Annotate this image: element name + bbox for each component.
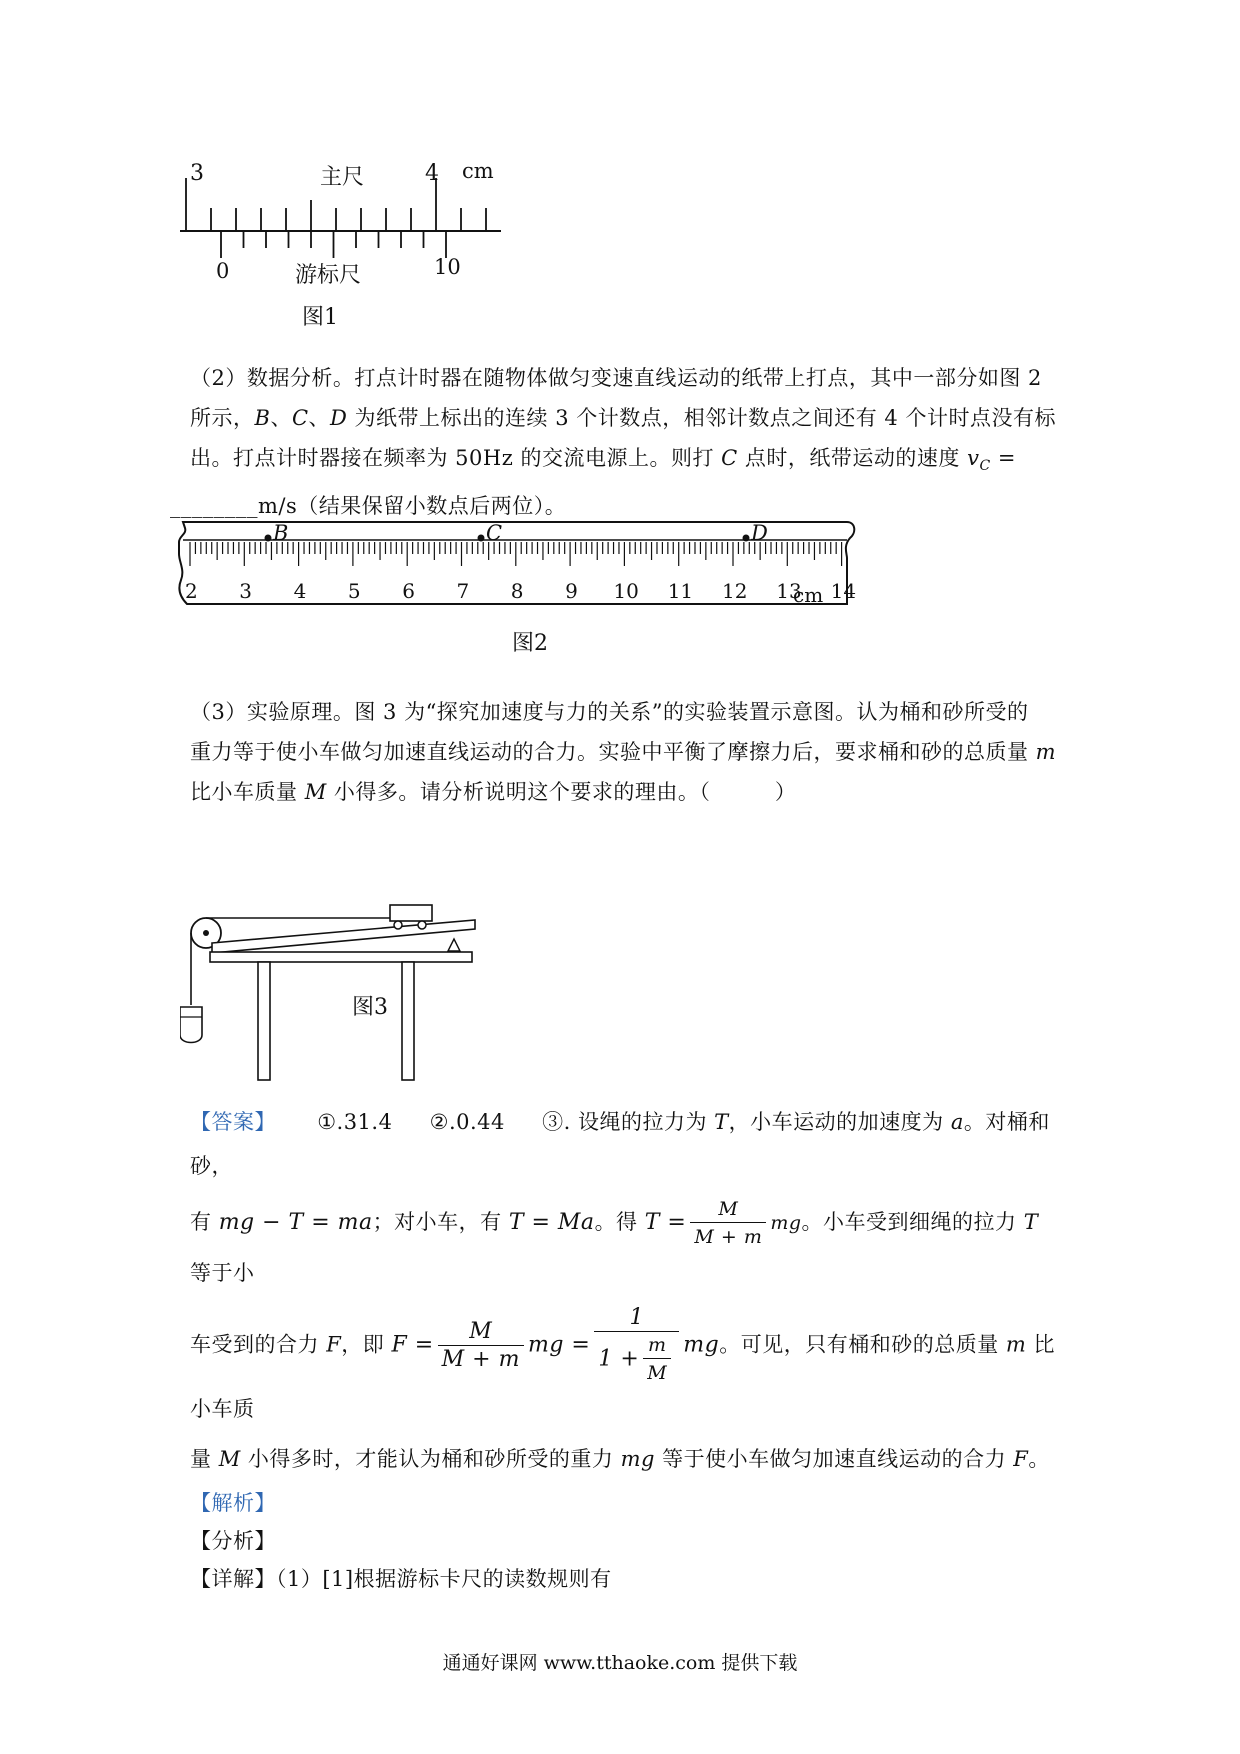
question-3 — [190, 692, 1060, 812]
page-footer: 通通好课网 www.tthaoke.com 提供下载 — [442, 1652, 798, 1674]
main-scale-tick-4: 4 — [425, 161, 439, 186]
vernier-zero: 0 — [216, 259, 230, 283]
answer-blank: ________ — [170, 494, 258, 519]
analysis-tag: 【解析】 — [190, 1491, 276, 1515]
main-scale-tick-3: 3 — [190, 161, 204, 186]
figure-1-vernier — [180, 150, 580, 350]
ruler-number: 2 — [185, 579, 198, 603]
ruler-number: 6 — [402, 579, 415, 603]
figure-2-tape-ruler — [175, 518, 865, 618]
q2-line-1: （2）数据分析。打点计时器在随物体做匀变速直线运动的纸带上打点，其中一部分如图 2 — [190, 366, 1042, 390]
point-b-label: B — [273, 521, 289, 545]
ruler-number: 11 — [667, 579, 694, 603]
figure-2-caption: 图2 — [512, 631, 548, 656]
figure-1-caption: 图1 — [302, 305, 338, 330]
ruler-number: 7 — [456, 579, 470, 603]
fenxi-tag: 【分析】 — [190, 1529, 276, 1553]
ruler-number: 13 — [776, 579, 802, 603]
inclined-board — [212, 920, 475, 953]
table-top — [210, 952, 472, 962]
point-c-label: C — [486, 521, 503, 545]
point-d-dot — [743, 535, 750, 542]
detail-line: 【详解】（1）[1]根据游标卡尺的读数规则有 — [190, 1567, 612, 1591]
answer-line-1: 【答案】 ①.31.4 ②.0.44 ③. 设绳的拉力为 T，小车运动的加速度为 a。对桶和砂， — [190, 1110, 1050, 1178]
q3-line-3: 比小车质量 M 小得多。请分析说明这个要求的理由。（ ） — [190, 780, 797, 804]
wedge — [448, 939, 460, 951]
ruler-number: 12 — [722, 579, 748, 603]
analysis-block — [190, 1484, 1060, 1598]
table-leg-left — [258, 962, 270, 1080]
ruler-unit: cm — [793, 583, 824, 607]
q3-line-1: （3）实验原理。图 3 为“探究加速度与力的关系”的实验装置示意图。认为桶和砂所受的 — [190, 700, 1029, 724]
figure-3-caption: 图3 — [352, 995, 388, 1020]
answer-line-4: 量 M 小得多时，才能认为桶和砂所受的重力 mg 等于使小车做匀加速直线运动的合力 F。 — [190, 1447, 1050, 1471]
cart — [390, 905, 432, 921]
ruler-number: 3 — [239, 579, 253, 603]
q2-line-4: ________m/s（结果保留小数点后两位）。 — [170, 494, 567, 519]
unit-label: cm — [462, 159, 494, 183]
answer-line-3: 车受到的合力 F，即 F = $\frac{M}{M + m}$ mg = 1 1 + $\frac{m}{M}$ mg。可见，只有桶和砂的总质量 m 比小车质 — [190, 1305, 1055, 1421]
answer-tag: 【答案】 — [190, 1110, 276, 1134]
ruler-number: 9 — [565, 579, 578, 603]
q2-line-2: 所示，B、C、D 为纸带上标出的连续 3 个计数点，相邻计数点之间还有 4 个计时点没有标 — [190, 406, 1056, 430]
main-scale-label: 主尺 — [320, 165, 365, 190]
point-c-dot — [478, 535, 485, 542]
answer-line-2: 有 mg − T = ma；对小车，有 T = Ma。得 T = $\frac{M}{M + m}$ mg。小车受到细绳的拉力 T 等于小 — [190, 1198, 1039, 1285]
q2-line-3: 出。打点计时器接在频率为 50Hz 的交流电源上。则打 C 点时，纸带运动的速度 $v_C$ = — [190, 446, 1016, 475]
vernier-ten: 10 — [434, 255, 461, 279]
answer-block — [190, 1100, 1060, 1481]
bucket — [180, 1007, 202, 1043]
ruler-number: 8 — [510, 579, 524, 603]
vernier-label: 游标尺 — [295, 263, 362, 288]
table-leg-right — [402, 962, 414, 1080]
ruler-number: 5 — [347, 579, 361, 603]
ruler-number: 14 — [830, 579, 857, 603]
q3-line-2: 重力等于使小车做匀加速直线运动的合力。实验中平衡了摩擦力后，要求桶和砂的总质量 m — [190, 740, 1057, 764]
point-b-dot — [265, 535, 272, 542]
ruler-number: 10 — [613, 579, 639, 603]
point-d-label: D — [751, 521, 768, 545]
question-2 — [170, 358, 1060, 526]
ruler-number: 4 — [293, 579, 307, 603]
